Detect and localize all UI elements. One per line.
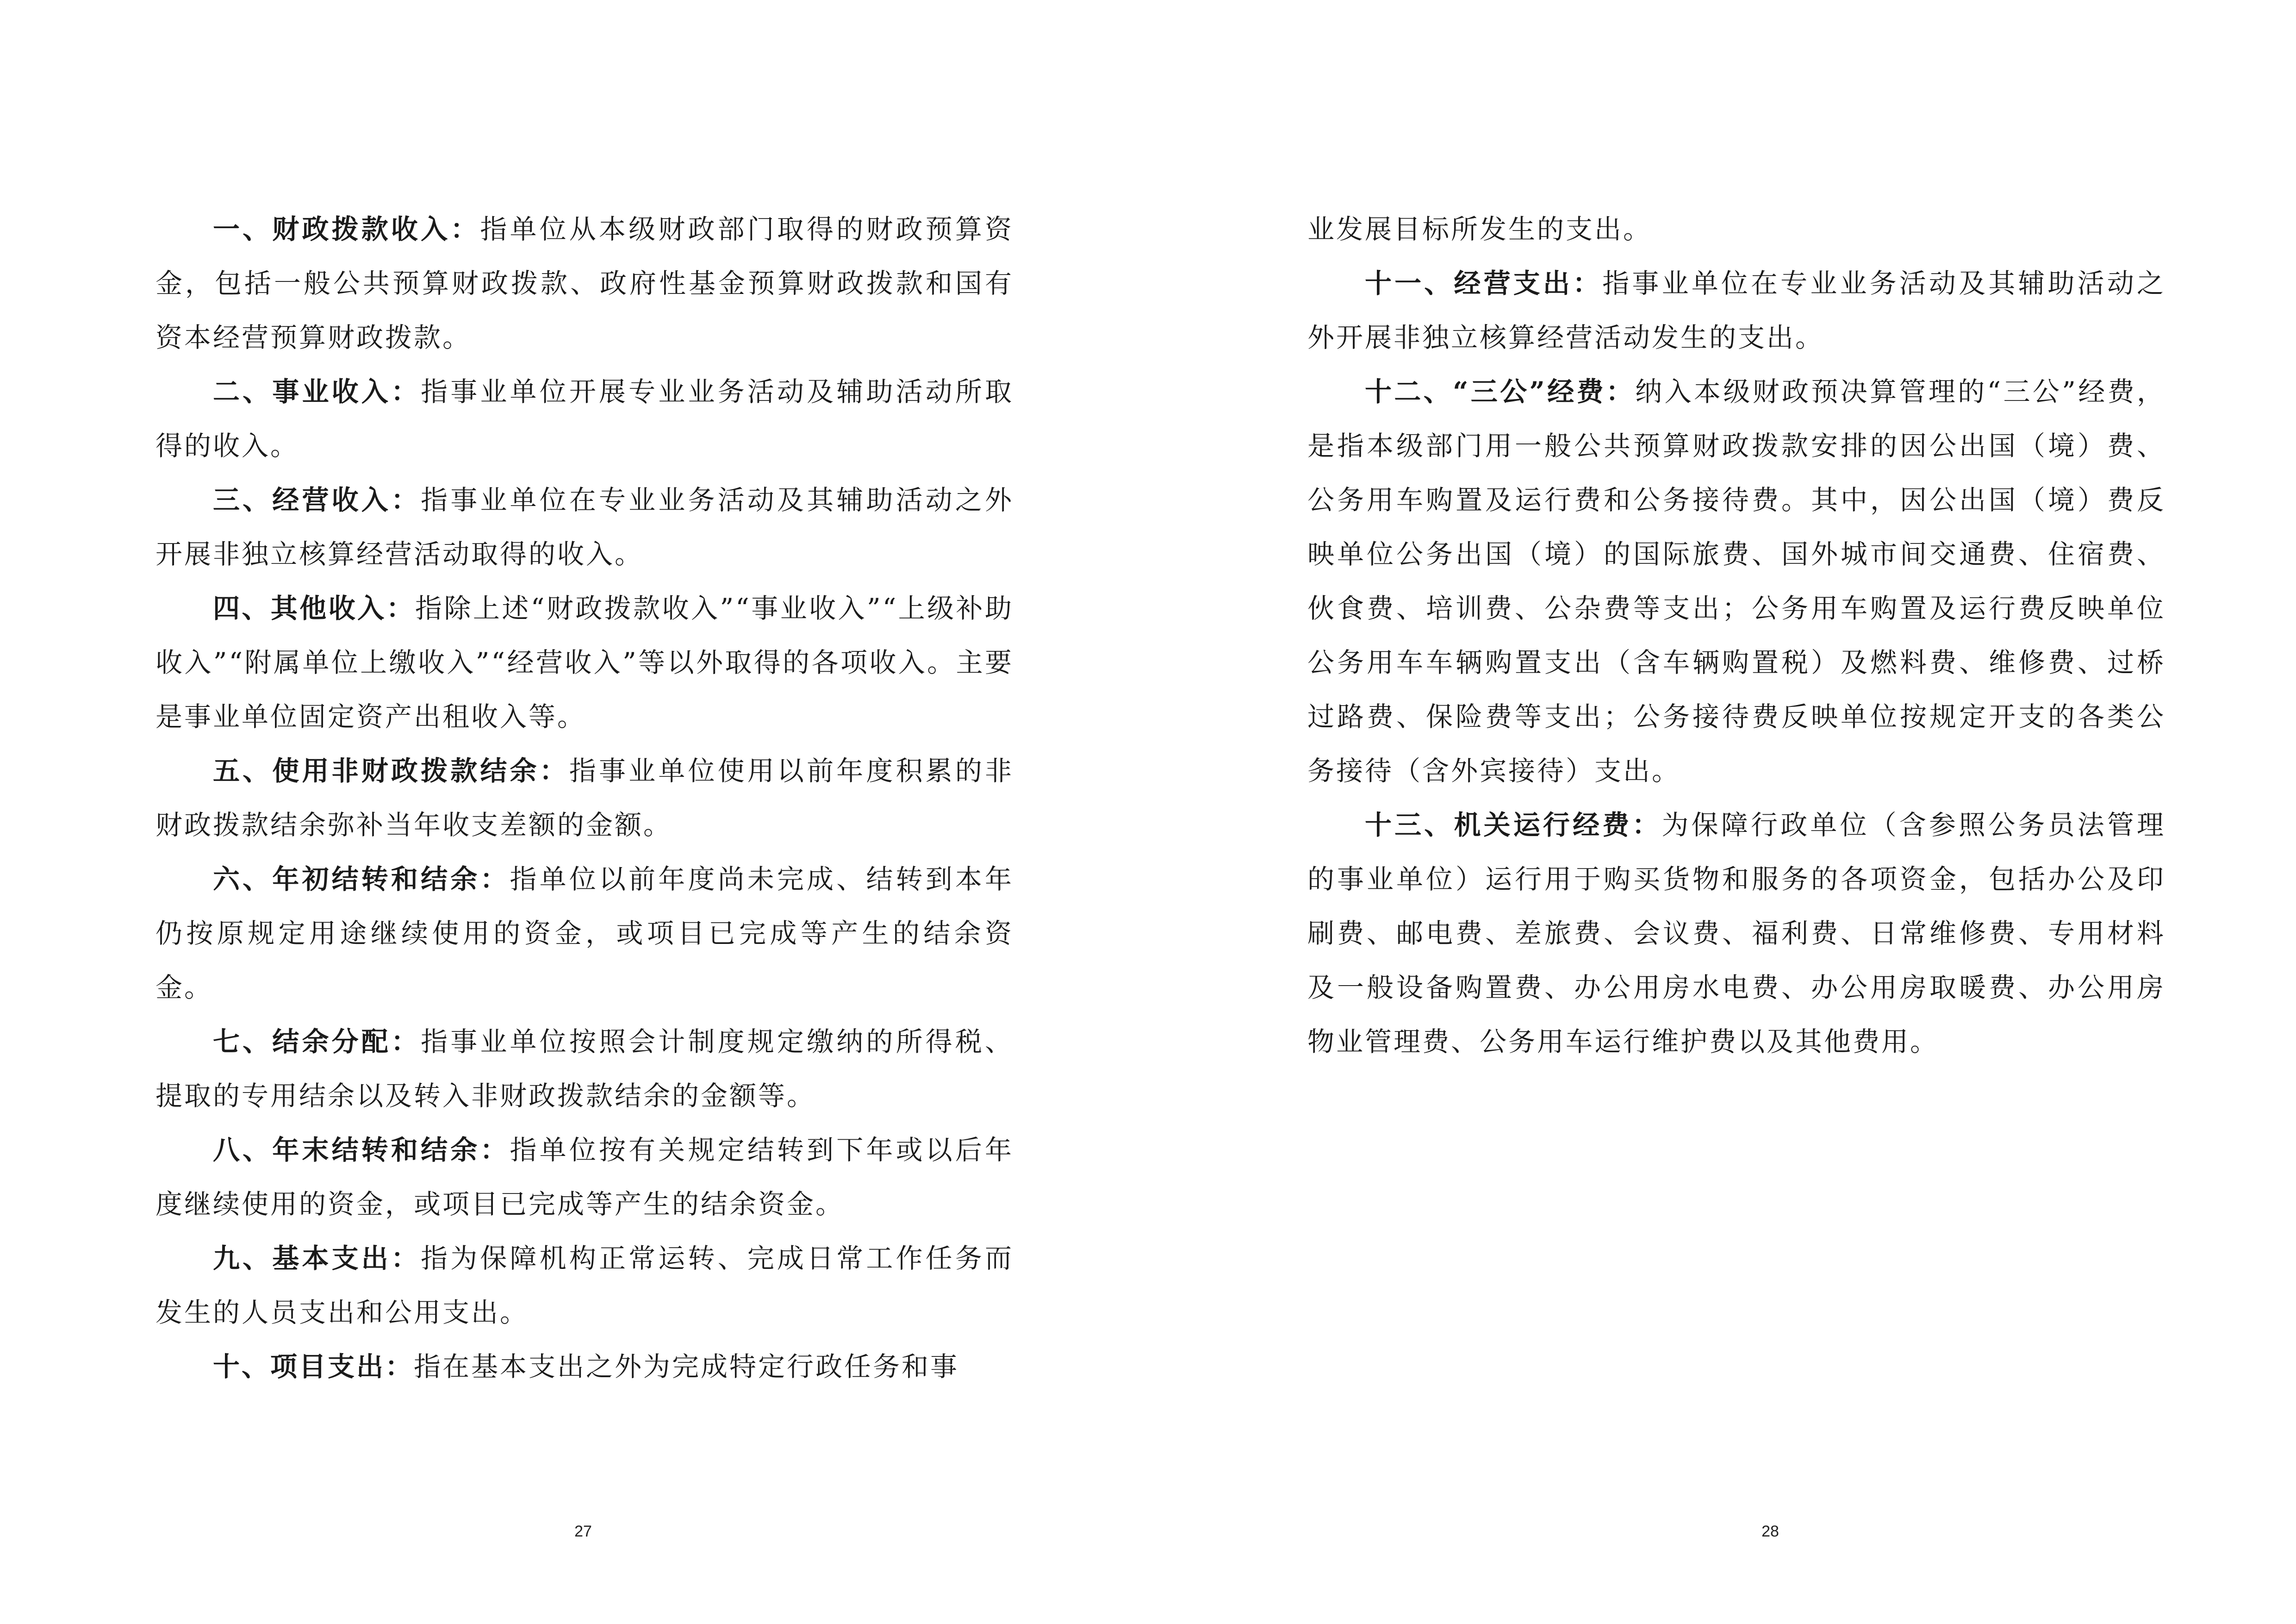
definition-text: 指在基本支出之外为完成特定行政任务和事 bbox=[414, 1351, 959, 1382]
definition-text: 指为保障机构正常运转、完成日常工作任务而发生的人员支出和公用支出。 bbox=[156, 1243, 1014, 1328]
continuation-text: 业发展目标所发生的支出。 bbox=[1307, 213, 1652, 245]
definition-text: 为保障行政单位（含参照公务员法管理的事业单位）运行用于购买货物和服务的各项资金，包括办公及印刷费、邮电费、差旅费、会议费、福利费、日常维修费、专用材料及一般设备购置费、办公用房水电费、办公用房取暖费、办公用房物业管理费、公务用车运行维护费以及其他费用。 bbox=[1307, 809, 2165, 1057]
definition-paragraph bbox=[156, 202, 1014, 365]
definition-paragraph bbox=[156, 1231, 1014, 1340]
definition-paragraph bbox=[1307, 365, 2165, 798]
definition-term: 十一、经营支出： bbox=[1365, 268, 1603, 299]
definition-paragraph bbox=[156, 473, 1014, 581]
definition-paragraph bbox=[156, 852, 1014, 1015]
definition-text: 指事业单位开展专业业务活动及辅助活动所取得的收入。 bbox=[156, 376, 1014, 462]
definition-text: 纳入本级财政预决算管理的“三公”经费，是指本级部门用一般公共预算财政拨款安排的因公出国（境）费、公务用车购置及运行费和公务接待费。其中，因公出国（境）费反映单位公务出国（境）的国际旅费、国外城市间交通费、住宿费、伙食费、培训费、公杂费等支出；公务用车购置及运行费反映单位公务用车车辆购置支出（含车辆购置税）及燃料费、维修费、过桥过路费、保险费等支出；公务接待费反映单位按规定开支的各类公务接待（含外宾接待）支出。 bbox=[1307, 376, 2165, 787]
definition-text: 指事业单位使用以前年度积累的非财政拨款结余弥补当年收支差额的金额。 bbox=[156, 755, 1014, 841]
definition-paragraph bbox=[156, 1123, 1014, 1231]
definition-text: 指单位从本级财政部门取得的财政预算资金，包括一般公共预算财政拨款、政府性基金预算财政拨款和国有资本经营预算财政拨款。 bbox=[156, 213, 1014, 353]
definition-paragraph bbox=[156, 744, 1014, 852]
definition-paragraph bbox=[156, 365, 1014, 473]
definition-term: 二、事业收入： bbox=[213, 376, 421, 407]
definition-text: 指事业单位在专业业务活动及其辅助活动之外开展非独立核算经营活动取得的收入。 bbox=[156, 484, 1014, 570]
definition-term: 七、结余分配： bbox=[213, 1026, 421, 1057]
definition-term: 十二、“三公”经费： bbox=[1365, 376, 1636, 407]
definition-paragraph bbox=[156, 581, 1014, 744]
definition-paragraph bbox=[156, 1015, 1014, 1123]
definition-text: 指事业单位按照会计制度规定缴纳的所得税、提取的专用结余以及转入非财政拨款结余的金额等。 bbox=[156, 1026, 1014, 1112]
continuation-paragraph bbox=[1307, 202, 2165, 256]
definition-term: 三、经营收入： bbox=[213, 484, 421, 516]
definition-term: 十三、机关运行经费： bbox=[1365, 809, 1662, 841]
definition-term: 八、年末结转和结余： bbox=[213, 1134, 510, 1166]
page-number: 27 bbox=[574, 1523, 592, 1540]
definition-term: 六、年初结转和结余： bbox=[213, 863, 510, 895]
definition-paragraph bbox=[1307, 256, 2165, 365]
left-page-body bbox=[156, 202, 1014, 1394]
definition-paragraph bbox=[1307, 798, 2165, 1069]
definition-term: 一、财政拨款收入： bbox=[213, 213, 480, 245]
page-number: 28 bbox=[1761, 1523, 1779, 1540]
right-page bbox=[1148, 0, 2296, 1624]
definition-text: 指事业单位在专业业务活动及其辅助活动之外开展非独立核算经营活动发生的支出。 bbox=[1307, 268, 2165, 353]
definition-text: 指除上述“财政拨款收入”“事业收入”“上级补助收入”“附属单位上缴收入”“经营收入”等以外取得的各项收入。主要是事业单位固定资产出租收入等。 bbox=[156, 593, 1014, 732]
definition-term: 五、使用非财政拨款结余： bbox=[213, 755, 569, 787]
definition-term: 四、其他收入： bbox=[213, 593, 416, 624]
definition-term: 十、项目支出： bbox=[213, 1351, 414, 1382]
definition-paragraph bbox=[156, 1340, 1014, 1394]
definition-text: 指单位按有关规定结转到下年或以后年度继续使用的资金，或项目已完成等产生的结余资金。 bbox=[156, 1134, 1014, 1220]
right-page-body bbox=[1307, 202, 2165, 1069]
definition-term: 九、基本支出： bbox=[213, 1243, 421, 1274]
definition-text: 指单位以前年度尚未完成、结转到本年仍按原规定用途继续使用的资金，或项目已完成等产生的结余资金。 bbox=[156, 863, 1014, 1003]
